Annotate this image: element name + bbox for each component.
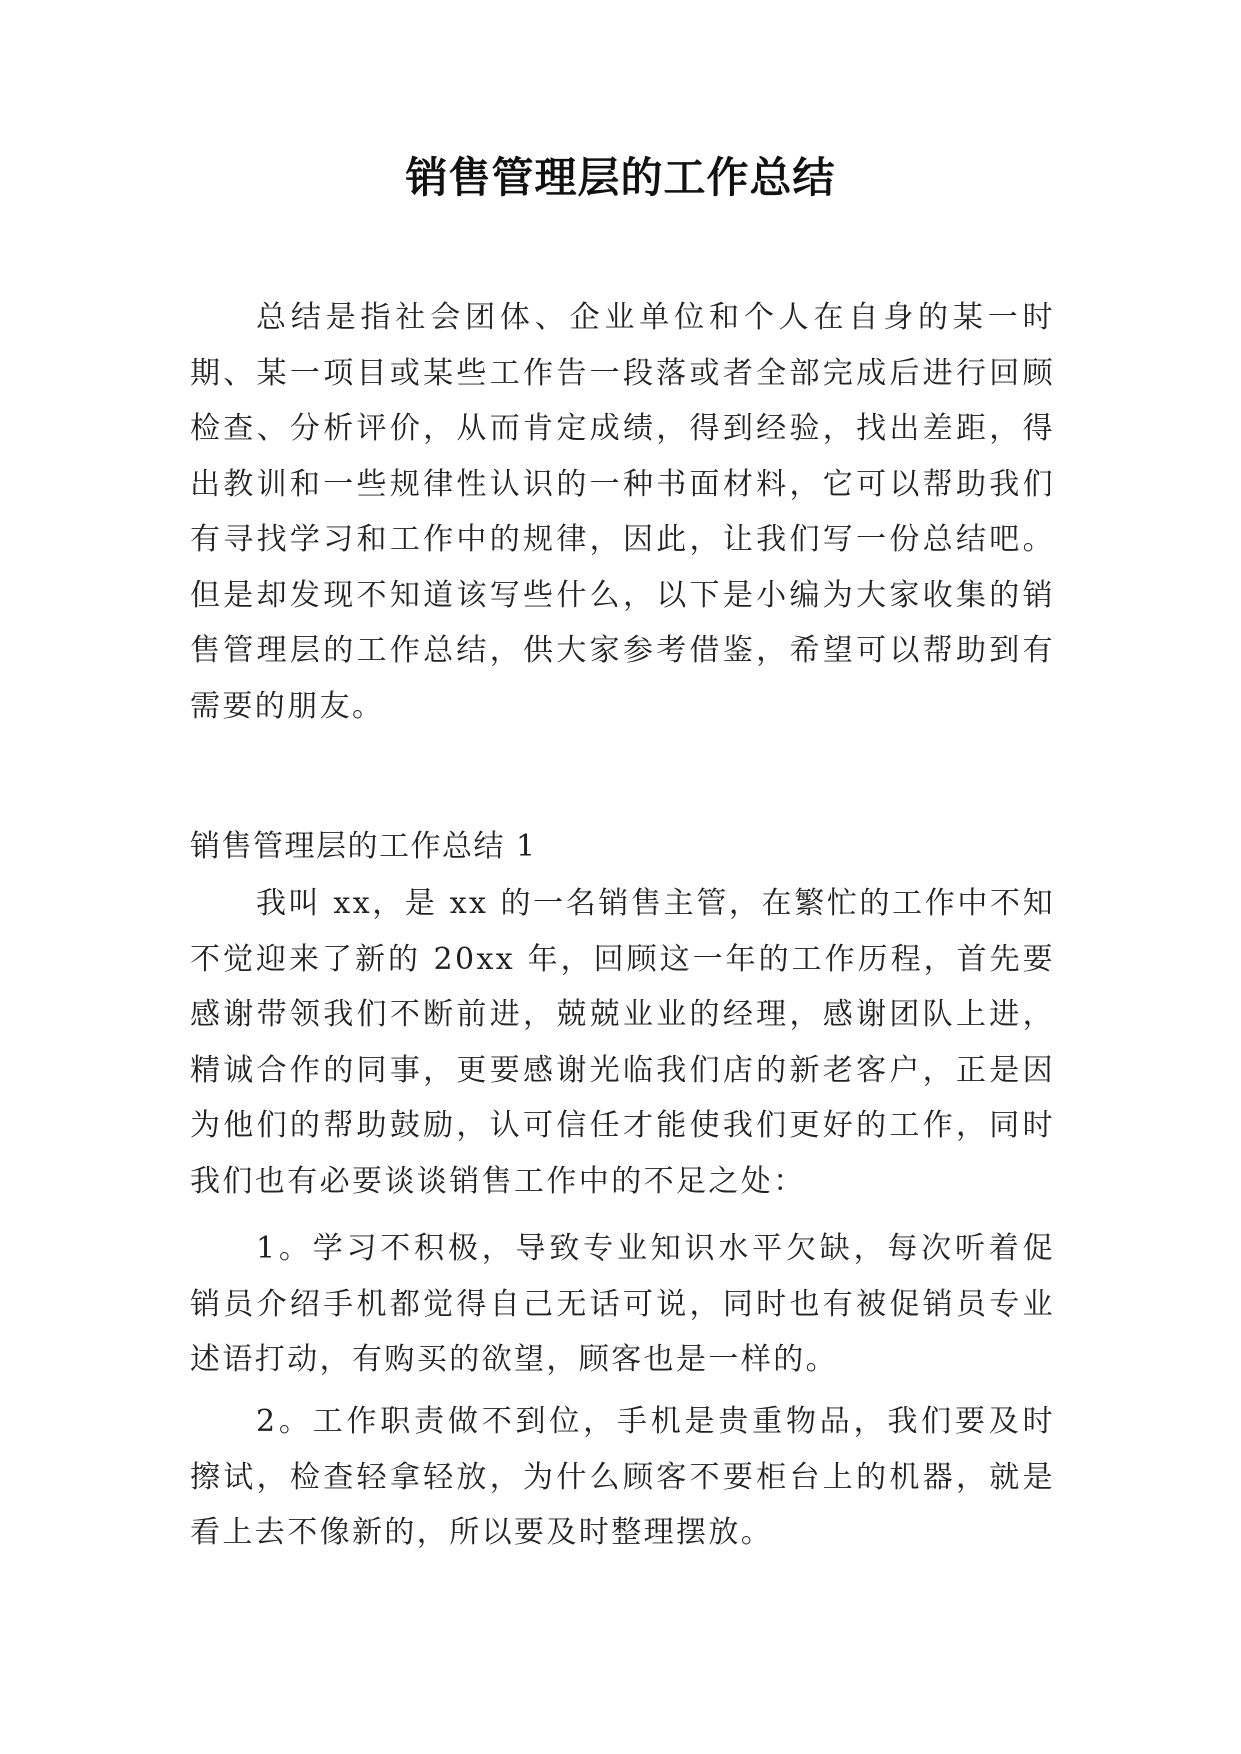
list-item: 1。学习不积极，导致专业知识水平欠缺，每次听着促销员介绍手机都觉得自己无话可说，同时也有被促销员专业述语打动，有购买的欲望，顾客也是一样的。 [190, 1231, 1055, 1377]
list-item: 2。工作职责做不到位，手机是贵重物品，我们要及时擦试，检查轻拿轻放，为什么顾客不要柜台上的机器，就是看上去不像新的，所以要及时整理摆放。 [190, 1404, 1055, 1550]
body-paragraph: 我叫 xx，是 xx 的一名销售主管，在繁忙的工作中不知不觉迎来了新的 20xx 年，回顾这一年的工作历程，首先要感谢带领我们不断前进，兢兢业业的经理，感谢团队上进，精诚合作的同事，更要感谢光临我们店的新老客户，正是因为他们的帮助鼓励，认可信任才能使我们更好的工作，同时我们也有必要谈谈销售工作中的不足之处： [190, 886, 1055, 1199]
document-title: 销售管理层的工作总结 [405, 153, 836, 202]
section-heading: 销售管理层的工作总结 1 [190, 829, 537, 864]
intro-paragraph: 总结是指社会团体、企业单位和个人在自身的某一时期、某一项目或某些工作告一段落或者全部完成后进行回顾检查、分析评价，从而肯定成绩，得到经验，找出差距，得出教训和一些规律性认识的一种书面材料，它可以帮助我们有寻找学习和工作中的规律，因此，让我们写一份总结吧。但是却发现不知道该写些什么，以下是小编为大家收集的销售管理层的工作总结，供大家参考借鉴，希望可以帮助到有需要的朋友。 [190, 300, 1055, 724]
